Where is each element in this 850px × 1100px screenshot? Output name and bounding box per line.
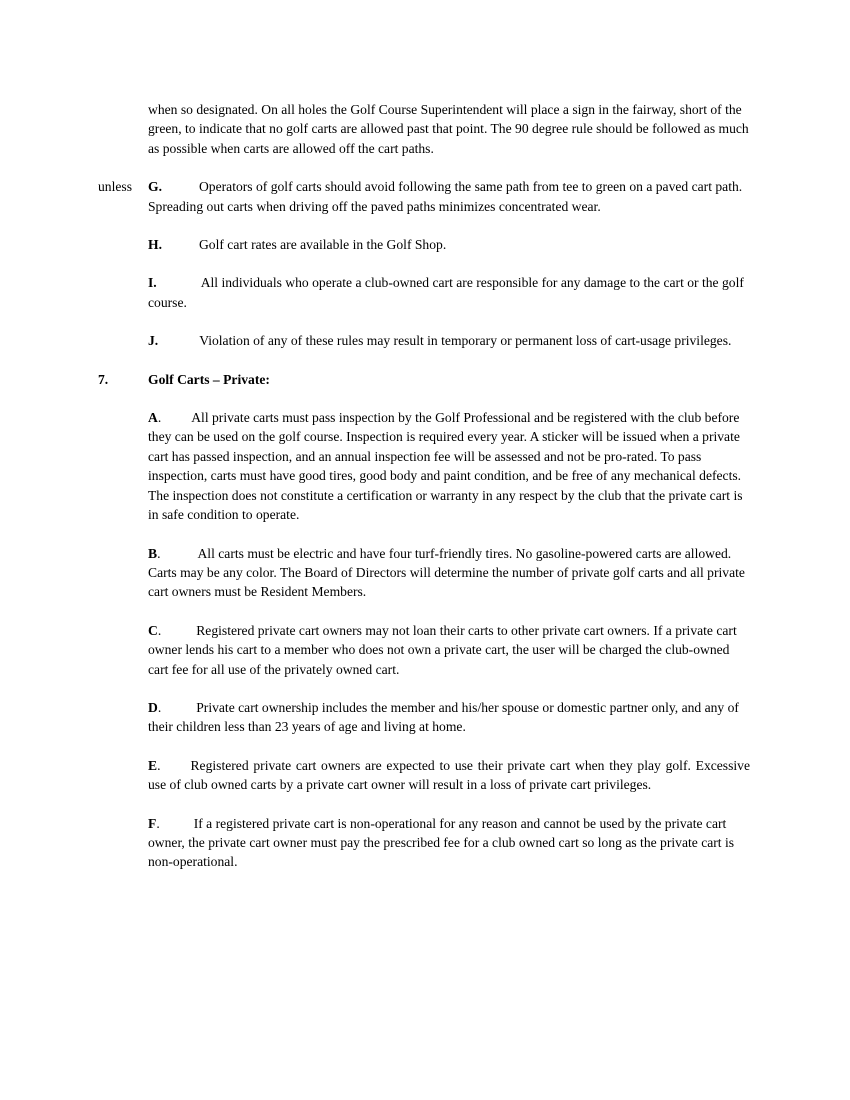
paragraph-text: Operators of golf carts should avoid following the same path from tee to green on a paved cart path. Spreading out carts when driving off the paved paths minimizes concentrated wear.: [148, 179, 743, 214]
section-title: Golf Carts – Private:: [148, 371, 270, 387]
paragraph-text: Golf cart rates are available in the Golf Shop.: [198, 237, 447, 253]
paragraph-text: Private cart ownership includes the member and his/her spouse or domestic partner only, and any of their children less than 23 years of age and living at home.: [148, 699, 739, 735]
section-number: 7.: [98, 371, 109, 387]
paragraph-e: [148, 756, 750, 795]
paragraph-label-period: .: [157, 410, 162, 426]
hanging-word-unless: unless: [98, 179, 132, 195]
paragraph-label-period: .: [157, 622, 162, 638]
paragraph-text: Violation of any of these rules may result in temporary or permanent loss of cart-usage privileges.: [199, 333, 732, 349]
paragraph-continued: [148, 100, 750, 158]
paragraph-label-period: .: [157, 699, 162, 715]
paragraph-c: [148, 621, 750, 679]
paragraph-label-a: A: [148, 410, 158, 426]
paragraph-b: [148, 544, 750, 602]
paragraph-label-f: F: [148, 815, 157, 831]
paragraph-label-g: G.: [148, 179, 162, 195]
paragraph-text: All carts must be electric and have four turf-friendly tires. No gasoline-powered carts are allowed. Carts may be any color. The Board of Directors will determine the number of private golf carts and all private cart owners must be Resident Members.: [148, 545, 745, 600]
paragraph-label-b: B: [148, 545, 158, 561]
paragraph-label-period: .: [157, 545, 161, 561]
paragraph-text: Registered private cart owners may not loan their carts to other private cart owners. If a private cart owner lends his cart to a member who does not own a private cart, the user will be charged the club-owned cart fee for all use of the privately owned cart.: [148, 622, 737, 677]
paragraph-text: If a registered private cart is non-operational for any reason and cannot be used by the private cart owner, the private cart owner must pay the prescribed fee for a club owned cart so long as the private cart is non-operational.: [148, 815, 735, 870]
paragraph-text: All private carts must pass inspection by the Golf Professional and be registered with the club before they can be used on the golf course. Inspection is required every year. A sticker will be issued when a private cart has passed inspection, and an annual inspection fee will be assessed and not be pro-rated. To pass inspection, carts must have good tires, good body and paint condition, and be free of any mechanical defects. The inspection does not constitute a certification or warranty in any respect by the club that the private cart is in safe condition to operate.: [148, 410, 743, 523]
paragraph-text: Registered private cart owners are expected to use their private cart when they play golf. Excessive use of club owned carts by a private cart owner will result in a loss of private cart privileges.: [148, 757, 750, 793]
document-body: [98, 100, 750, 872]
section-heading-7: [98, 370, 750, 389]
paragraph-label-e: E: [148, 757, 158, 773]
paragraph-label-c: C: [148, 622, 158, 638]
paragraph-text: when so designated. On all holes the Golf Course Superintendent will place a sign in the fairway, short of the green, to indicate that no golf carts are allowed past that point. The 90 degree rule should be followed as much as possible when carts are allowed off the cart paths.: [148, 102, 749, 156]
paragraph-g: [98, 177, 750, 216]
paragraph-label-period: .: [156, 815, 160, 831]
paragraph-label-d: D: [148, 699, 158, 715]
paragraph-f: [148, 814, 750, 872]
paragraph-i: [148, 273, 750, 312]
paragraph-j: [148, 331, 750, 350]
paragraph-h: [148, 235, 750, 254]
paragraph-text: All individuals who operate a club-owned cart are responsible for any damage to the cart or the golf course.: [148, 275, 744, 310]
paragraph-label-i: I.: [148, 275, 157, 291]
paragraph-d: [148, 698, 750, 737]
paragraph-label-j: J.: [148, 333, 159, 349]
paragraph-a: [148, 408, 750, 524]
paragraph-label-period: .: [157, 757, 161, 773]
paragraph-label-h: H.: [148, 237, 162, 253]
